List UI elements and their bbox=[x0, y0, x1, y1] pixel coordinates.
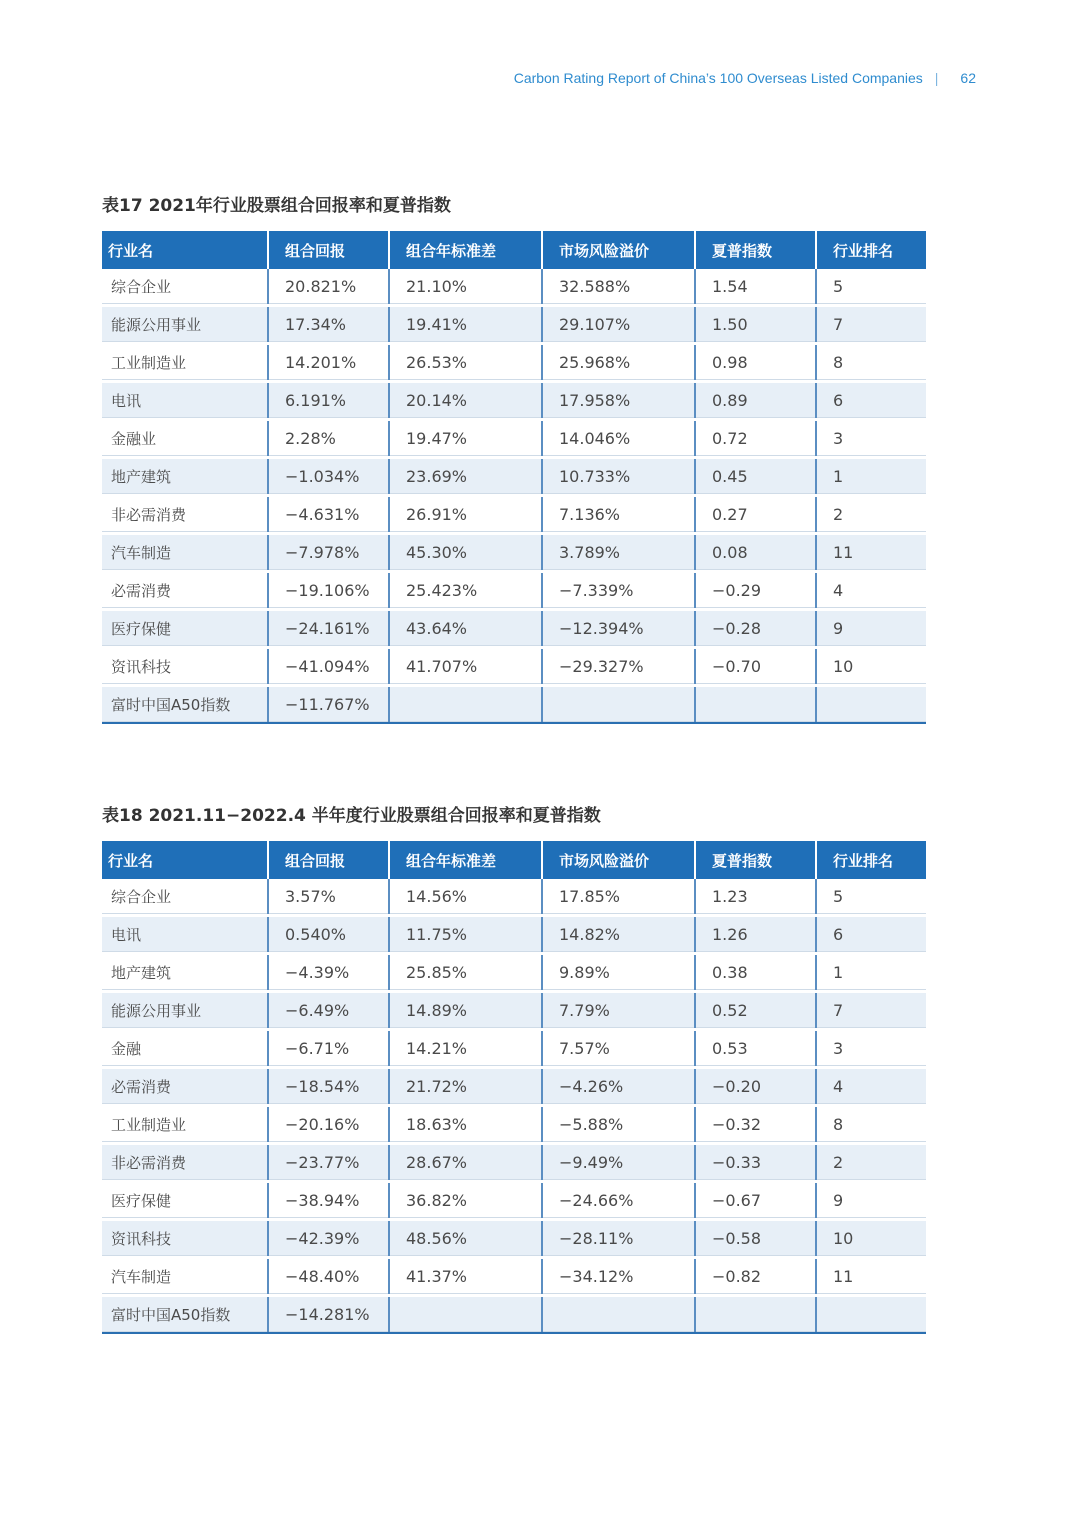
risk-premium-cell: 7.57% bbox=[542, 1030, 695, 1068]
risk-premium-cell: 9.89% bbox=[542, 954, 695, 992]
stddev-cell: 19.41% bbox=[389, 306, 542, 344]
rank-cell: 7 bbox=[816, 306, 926, 344]
stddev-cell: 25.85% bbox=[389, 954, 542, 992]
risk-premium-cell: 3.789% bbox=[542, 534, 695, 572]
col-header-return: 组合回报 bbox=[268, 231, 389, 269]
return-cell: −18.54% bbox=[268, 1068, 389, 1106]
return-cell: −20.16% bbox=[268, 1106, 389, 1144]
table-row bbox=[102, 458, 926, 496]
col-header-stddev: 组合年标准差 bbox=[389, 841, 542, 879]
table-row bbox=[102, 382, 926, 420]
table-row bbox=[102, 686, 926, 724]
risk-premium-cell: −4.26% bbox=[542, 1068, 695, 1106]
industry-cell: 必需消费 bbox=[102, 572, 268, 610]
stddev-cell: 18.63% bbox=[389, 1106, 542, 1144]
table-row bbox=[102, 992, 926, 1030]
rank-cell: 9 bbox=[816, 1182, 926, 1220]
industry-cell: 地产建筑 bbox=[102, 954, 268, 992]
rank-cell: 1 bbox=[816, 954, 926, 992]
risk-premium-cell: 17.958% bbox=[542, 382, 695, 420]
table-row bbox=[102, 1296, 926, 1334]
stddev-cell: 21.10% bbox=[389, 269, 542, 306]
return-cell: 14.201% bbox=[268, 344, 389, 382]
risk-premium-cell: −5.88% bbox=[542, 1106, 695, 1144]
sharpe-cell: 1.54 bbox=[695, 269, 816, 306]
rank-cell: 2 bbox=[816, 1144, 926, 1182]
rank-cell: 8 bbox=[816, 344, 926, 382]
sharpe-cell: 0.52 bbox=[695, 992, 816, 1030]
risk-premium-cell: 29.107% bbox=[542, 306, 695, 344]
sharpe-cell: −0.20 bbox=[695, 1068, 816, 1106]
risk-premium-cell: 7.136% bbox=[542, 496, 695, 534]
table18-body bbox=[102, 879, 926, 1333]
stddev-cell: 14.89% bbox=[389, 992, 542, 1030]
table17-title: 表17 2021年行业股票组合回报率和夏普指数 bbox=[102, 196, 451, 216]
risk-premium-cell: −12.394% bbox=[542, 610, 695, 648]
return-cell: −1.034% bbox=[268, 458, 389, 496]
sharpe-cell: 0.08 bbox=[695, 534, 816, 572]
table17-body bbox=[102, 269, 926, 723]
col-header-sharpe: 夏普指数 bbox=[695, 231, 816, 269]
risk-premium-cell bbox=[542, 1296, 695, 1334]
running-header bbox=[514, 70, 976, 86]
table-row bbox=[102, 916, 926, 954]
rank-cell: 8 bbox=[816, 1106, 926, 1144]
table-row bbox=[102, 610, 926, 648]
industry-cell: 工业制造业 bbox=[102, 344, 268, 382]
col-header-stddev: 组合年标准差 bbox=[389, 231, 542, 269]
table-row bbox=[102, 879, 926, 916]
sharpe-cell: −0.32 bbox=[695, 1106, 816, 1144]
rank-cell: 11 bbox=[816, 534, 926, 572]
return-cell: −38.94% bbox=[268, 1182, 389, 1220]
table-row bbox=[102, 1258, 926, 1296]
return-cell: −24.161% bbox=[268, 610, 389, 648]
risk-premium-cell: −24.66% bbox=[542, 1182, 695, 1220]
risk-premium-cell: −28.11% bbox=[542, 1220, 695, 1258]
return-cell: −7.978% bbox=[268, 534, 389, 572]
table18-title: 表18 2021.11−2022.4 半年度行业股票组合回报率和夏普指数 bbox=[102, 806, 601, 826]
sharpe-cell: −0.82 bbox=[695, 1258, 816, 1296]
stddev-cell: 41.707% bbox=[389, 648, 542, 686]
return-cell: −23.77% bbox=[268, 1144, 389, 1182]
stddev-cell: 36.82% bbox=[389, 1182, 542, 1220]
table-row bbox=[102, 420, 926, 458]
table-row bbox=[102, 1220, 926, 1258]
page-number: 62 bbox=[960, 70, 976, 86]
stddev-cell: 14.56% bbox=[389, 879, 542, 916]
rank-cell: 9 bbox=[816, 610, 926, 648]
industry-cell: 电讯 bbox=[102, 382, 268, 420]
stddev-cell bbox=[389, 686, 542, 724]
risk-premium-cell: 14.046% bbox=[542, 420, 695, 458]
risk-premium-cell: 32.588% bbox=[542, 269, 695, 306]
industry-cell: 资讯科技 bbox=[102, 1220, 268, 1258]
sharpe-cell: 0.27 bbox=[695, 496, 816, 534]
risk-premium-cell: 25.968% bbox=[542, 344, 695, 382]
table-row bbox=[102, 306, 926, 344]
risk-premium-cell: 17.85% bbox=[542, 879, 695, 916]
return-cell: 6.191% bbox=[268, 382, 389, 420]
industry-cell: 电讯 bbox=[102, 916, 268, 954]
risk-premium-cell: −29.327% bbox=[542, 648, 695, 686]
industry-cell: 能源公用事业 bbox=[102, 306, 268, 344]
sharpe-cell: −0.33 bbox=[695, 1144, 816, 1182]
stddev-cell: 19.47% bbox=[389, 420, 542, 458]
col-header-return: 组合回报 bbox=[268, 841, 389, 879]
stddev-cell: 23.69% bbox=[389, 458, 542, 496]
risk-premium-cell: 14.82% bbox=[542, 916, 695, 954]
table-row bbox=[102, 954, 926, 992]
col-header-rank: 行业排名 bbox=[816, 841, 926, 879]
table-row bbox=[102, 1068, 926, 1106]
sharpe-cell: 1.50 bbox=[695, 306, 816, 344]
table-row bbox=[102, 1030, 926, 1068]
rank-cell: 6 bbox=[816, 382, 926, 420]
return-cell: −4.39% bbox=[268, 954, 389, 992]
col-header-sharpe: 夏普指数 bbox=[695, 841, 816, 879]
stddev-cell: 20.14% bbox=[389, 382, 542, 420]
col-header-industry: 行业名 bbox=[102, 231, 268, 269]
col-header-rank: 行业排名 bbox=[816, 231, 926, 269]
return-cell: 2.28% bbox=[268, 420, 389, 458]
rank-cell: 5 bbox=[816, 269, 926, 306]
industry-cell: 汽车制造 bbox=[102, 534, 268, 572]
table-row bbox=[102, 1182, 926, 1220]
risk-premium-cell: −34.12% bbox=[542, 1258, 695, 1296]
rank-cell: 1 bbox=[816, 458, 926, 496]
return-cell: −6.49% bbox=[268, 992, 389, 1030]
rank-cell: 10 bbox=[816, 1220, 926, 1258]
table18 bbox=[102, 841, 926, 1334]
risk-premium-cell bbox=[542, 686, 695, 724]
rank-cell: 11 bbox=[816, 1258, 926, 1296]
industry-cell: 资讯科技 bbox=[102, 648, 268, 686]
sharpe-cell: 1.23 bbox=[695, 879, 816, 916]
risk-premium-cell: 7.79% bbox=[542, 992, 695, 1030]
rank-cell: 6 bbox=[816, 916, 926, 954]
industry-cell: 医疗保健 bbox=[102, 1182, 268, 1220]
table-row bbox=[102, 344, 926, 382]
table18-header-row bbox=[102, 841, 926, 879]
industry-cell: 非必需消费 bbox=[102, 1144, 268, 1182]
rank-cell: 4 bbox=[816, 1068, 926, 1106]
return-cell: −19.106% bbox=[268, 572, 389, 610]
industry-cell: 必需消费 bbox=[102, 1068, 268, 1106]
stddev-cell: 26.91% bbox=[389, 496, 542, 534]
industry-cell: 地产建筑 bbox=[102, 458, 268, 496]
table-row bbox=[102, 648, 926, 686]
sharpe-cell: 0.98 bbox=[695, 344, 816, 382]
return-cell: −6.71% bbox=[268, 1030, 389, 1068]
table-row bbox=[102, 572, 926, 610]
table17-header-row bbox=[102, 231, 926, 269]
return-cell: 3.57% bbox=[268, 879, 389, 916]
rank-cell bbox=[816, 1296, 926, 1334]
return-cell: 20.821% bbox=[268, 269, 389, 306]
rank-cell: 10 bbox=[816, 648, 926, 686]
col-header-risk-premium: 市场风险溢价 bbox=[542, 231, 695, 269]
stddev-cell: 11.75% bbox=[389, 916, 542, 954]
table-row bbox=[102, 1106, 926, 1144]
industry-cell: 综合企业 bbox=[102, 269, 268, 306]
return-cell: −42.39% bbox=[268, 1220, 389, 1258]
risk-premium-cell: −7.339% bbox=[542, 572, 695, 610]
stddev-cell: 45.30% bbox=[389, 534, 542, 572]
return-cell: −41.094% bbox=[268, 648, 389, 686]
stddev-cell: 28.67% bbox=[389, 1144, 542, 1182]
industry-cell: 金融业 bbox=[102, 420, 268, 458]
sharpe-cell: 0.72 bbox=[695, 420, 816, 458]
risk-premium-cell: −9.49% bbox=[542, 1144, 695, 1182]
industry-cell: 富时中国A50指数 bbox=[102, 686, 268, 724]
rank-cell: 4 bbox=[816, 572, 926, 610]
return-cell: −48.40% bbox=[268, 1258, 389, 1296]
rank-cell: 3 bbox=[816, 1030, 926, 1068]
sharpe-cell: 0.89 bbox=[695, 382, 816, 420]
industry-cell: 能源公用事业 bbox=[102, 992, 268, 1030]
rank-cell: 2 bbox=[816, 496, 926, 534]
sharpe-cell: 0.45 bbox=[695, 458, 816, 496]
table17 bbox=[102, 231, 926, 724]
table-row bbox=[102, 1144, 926, 1182]
return-cell: −14.281% bbox=[268, 1296, 389, 1334]
stddev-cell bbox=[389, 1296, 542, 1334]
rank-cell bbox=[816, 686, 926, 724]
sharpe-cell: 0.53 bbox=[695, 1030, 816, 1068]
rank-cell: 5 bbox=[816, 879, 926, 916]
industry-cell: 工业制造业 bbox=[102, 1106, 268, 1144]
rank-cell: 7 bbox=[816, 992, 926, 1030]
risk-premium-cell: 10.733% bbox=[542, 458, 695, 496]
stddev-cell: 21.72% bbox=[389, 1068, 542, 1106]
return-cell: −11.767% bbox=[268, 686, 389, 724]
industry-cell: 金融 bbox=[102, 1030, 268, 1068]
sharpe-cell: 1.26 bbox=[695, 916, 816, 954]
industry-cell: 综合企业 bbox=[102, 879, 268, 916]
sharpe-cell: −0.70 bbox=[695, 648, 816, 686]
col-header-industry: 行业名 bbox=[102, 841, 268, 879]
stddev-cell: 43.64% bbox=[389, 610, 542, 648]
sharpe-cell: 0.38 bbox=[695, 954, 816, 992]
table-row bbox=[102, 269, 926, 306]
stddev-cell: 14.21% bbox=[389, 1030, 542, 1068]
sharpe-cell: −0.58 bbox=[695, 1220, 816, 1258]
sharpe-cell: −0.28 bbox=[695, 610, 816, 648]
sharpe-cell bbox=[695, 686, 816, 724]
sharpe-cell: −0.29 bbox=[695, 572, 816, 610]
report-title: Carbon Rating Report of China’s 100 Overseas Listed Companies bbox=[513, 70, 923, 86]
industry-cell: 汽车制造 bbox=[102, 1258, 268, 1296]
stddev-cell: 26.53% bbox=[389, 344, 542, 382]
industry-cell: 医疗保健 bbox=[102, 610, 268, 648]
rank-cell: 3 bbox=[816, 420, 926, 458]
return-cell: 17.34% bbox=[268, 306, 389, 344]
table-row bbox=[102, 534, 926, 572]
return-cell: −4.631% bbox=[268, 496, 389, 534]
sharpe-cell bbox=[695, 1296, 816, 1334]
industry-cell: 富时中国A50指数 bbox=[102, 1296, 268, 1334]
table-row bbox=[102, 496, 926, 534]
col-header-risk-premium: 市场风险溢价 bbox=[542, 841, 695, 879]
return-cell: 0.540% bbox=[268, 916, 389, 954]
sharpe-cell: −0.67 bbox=[695, 1182, 816, 1220]
industry-cell: 非必需消费 bbox=[102, 496, 268, 534]
header-separator: | bbox=[934, 70, 939, 86]
stddev-cell: 41.37% bbox=[389, 1258, 542, 1296]
stddev-cell: 48.56% bbox=[389, 1220, 542, 1258]
stddev-cell: 25.423% bbox=[389, 572, 542, 610]
